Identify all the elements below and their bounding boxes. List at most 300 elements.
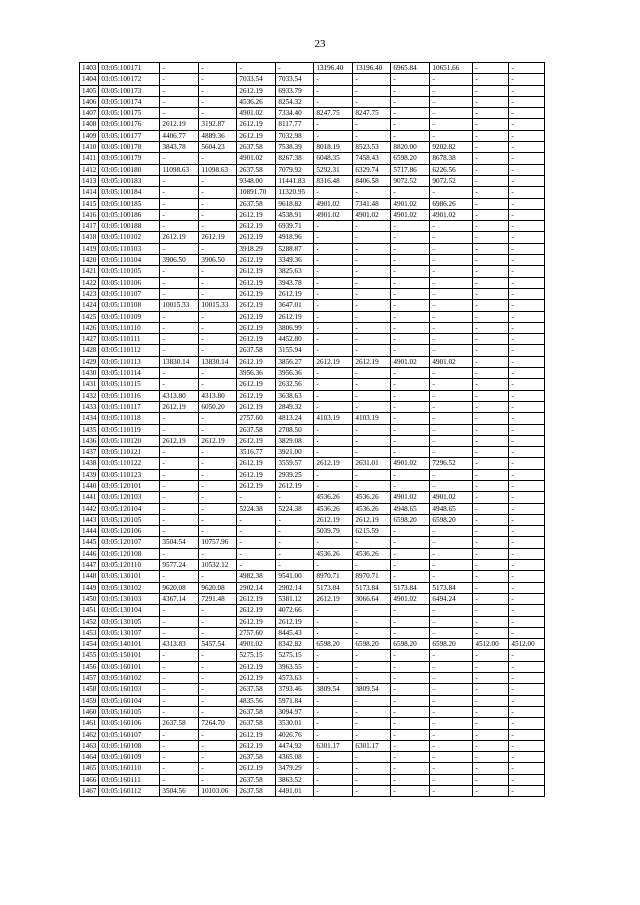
table-cell: 5971.84: [276, 695, 314, 706]
table-cell: -: [160, 108, 199, 119]
table-cell: 1410: [80, 142, 99, 153]
table-cell: 8247.75: [314, 108, 353, 119]
table-cell: -: [353, 187, 391, 198]
table-cell: 03:05:160107: [99, 729, 160, 740]
table-row: [80, 74, 545, 85]
table-cell: -: [430, 322, 473, 333]
table-cell: -: [160, 774, 199, 785]
table-cell: -: [314, 96, 353, 107]
table-cell: 1409: [80, 130, 99, 141]
table-cell: 2612.19: [237, 469, 276, 480]
table-cell: -: [391, 537, 430, 548]
table-cell: -: [391, 548, 430, 559]
table-cell: -: [353, 311, 391, 322]
table-cell: -: [314, 447, 353, 458]
table-cell: -: [473, 718, 509, 729]
table-cell: -: [509, 560, 545, 571]
table-cell: 2637.58: [237, 718, 276, 729]
table-cell: -: [473, 435, 509, 446]
table-cell: 1424: [80, 300, 99, 311]
table-cell: 2637.58: [237, 142, 276, 153]
table-cell: -: [353, 74, 391, 85]
table-cell: -: [199, 311, 237, 322]
table-cell: 8523.53: [353, 142, 391, 153]
table-cell: -: [314, 322, 353, 333]
table-cell: 6598.20: [353, 639, 391, 650]
table-cell: 1463: [80, 740, 99, 751]
table-cell: -: [160, 413, 199, 424]
table-cell: 6050.20: [199, 401, 237, 412]
table-cell: -: [391, 673, 430, 684]
table-cell: 4918.96: [276, 232, 314, 243]
table-cell: 10532.12: [199, 560, 237, 571]
table-cell: -: [353, 763, 391, 774]
table-cell: -: [473, 390, 509, 401]
table-cell: -: [160, 96, 199, 107]
table-row: [80, 684, 545, 695]
table-cell: -: [314, 729, 353, 740]
table-cell: -: [473, 503, 509, 514]
table-cell: -: [473, 63, 509, 74]
table-row: [80, 266, 545, 277]
table-cell: -: [199, 503, 237, 514]
table-cell: 8820.00: [391, 142, 430, 153]
table-cell: -: [314, 661, 353, 672]
table-cell: -: [314, 300, 353, 311]
table-cell: -: [353, 379, 391, 390]
table-cell: -: [430, 684, 473, 695]
table-cell: -: [160, 334, 199, 345]
table-cell: -: [391, 96, 430, 107]
table-cell: 5039.79: [314, 526, 353, 537]
table-cell: -: [473, 740, 509, 751]
table-row: [80, 424, 545, 435]
table-cell: 1455: [80, 650, 99, 661]
table-cell: -: [160, 368, 199, 379]
table-cell: 13830.14: [160, 356, 199, 367]
table-cell: -: [430, 187, 473, 198]
table-cell: -: [509, 209, 545, 220]
table-row: [80, 401, 545, 412]
table-cell: -: [473, 277, 509, 288]
table-cell: -: [391, 74, 430, 85]
table-cell: -: [473, 96, 509, 107]
table-cell: -: [199, 480, 237, 491]
table-cell: -: [314, 480, 353, 491]
table-cell: 10757.96: [199, 537, 237, 548]
table-cell: -: [473, 650, 509, 661]
table-cell: -: [473, 74, 509, 85]
table-cell: 6598.20: [391, 153, 430, 164]
table-cell: -: [199, 334, 237, 345]
table-cell: -: [430, 729, 473, 740]
table-cell: -: [509, 390, 545, 401]
data-table: [79, 62, 545, 797]
table-cell: -: [160, 243, 199, 254]
table-cell: -: [473, 729, 509, 740]
table-cell: -: [473, 774, 509, 785]
table-cell: -: [353, 673, 391, 684]
table-cell: -: [160, 63, 199, 74]
table-cell: -: [353, 627, 391, 638]
table-cell: -: [314, 627, 353, 638]
table-cell: -: [276, 492, 314, 503]
table-cell: -: [430, 718, 473, 729]
table-cell: 2637.58: [237, 424, 276, 435]
table-cell: -: [509, 345, 545, 356]
table-row: [80, 390, 545, 401]
table-cell: -: [509, 85, 545, 96]
table-cell: 8254.32: [276, 96, 314, 107]
table-cell: -: [509, 503, 545, 514]
table-cell: 7079.92: [276, 164, 314, 175]
table-cell: 03:05:120104: [99, 503, 160, 514]
table-cell: 4103.19: [353, 413, 391, 424]
table-cell: -: [314, 616, 353, 627]
table-cell: -: [199, 209, 237, 220]
table-cell: -: [509, 582, 545, 593]
table-row: [80, 605, 545, 616]
table-cell: 7291.48: [199, 593, 237, 604]
table-cell: 8445.43: [276, 627, 314, 638]
table-cell: -: [473, 266, 509, 277]
table-cell: -: [276, 63, 314, 74]
table-cell: 2612.19: [199, 232, 237, 243]
table-cell: -: [199, 424, 237, 435]
table-cell: 2612.19: [237, 85, 276, 96]
table-cell: 03:05:110123: [99, 469, 160, 480]
table-cell: 2708.50: [276, 424, 314, 435]
table-cell: 2612.19: [353, 514, 391, 525]
table-cell: 9348.00: [237, 175, 276, 186]
table-cell: 2612.19: [237, 763, 276, 774]
table-cell: -: [199, 571, 237, 582]
table-cell: 03:05:160105: [99, 706, 160, 717]
table-cell: -: [391, 661, 430, 672]
table-cell: 4538.91: [276, 209, 314, 220]
table-cell: 03:05:130102: [99, 582, 160, 593]
table-cell: 4536.26: [353, 503, 391, 514]
table-cell: 3963.55: [276, 661, 314, 672]
table-cell: -: [160, 209, 199, 220]
table-cell: -: [509, 684, 545, 695]
table-cell: -: [160, 345, 199, 356]
table-cell: -: [391, 560, 430, 571]
table-cell: -: [160, 480, 199, 491]
table-cell: -: [509, 469, 545, 480]
table-cell: 2612.19: [237, 266, 276, 277]
table-cell: -: [509, 300, 545, 311]
table-cell: 7334.40: [276, 108, 314, 119]
table-cell: -: [391, 345, 430, 356]
table-cell: 5173.84: [430, 582, 473, 593]
table-cell: 1460: [80, 706, 99, 717]
table-cell: 4901.02: [430, 209, 473, 220]
table-cell: 4536.26: [237, 96, 276, 107]
table-cell: -: [314, 424, 353, 435]
table-cell: 03:05:160104: [99, 695, 160, 706]
table-cell: -: [391, 447, 430, 458]
table-cell: -: [391, 300, 430, 311]
table-cell: 2612.19: [237, 334, 276, 345]
table-cell: 1452: [80, 616, 99, 627]
table-cell: 4901.02: [237, 108, 276, 119]
table-cell: 1416: [80, 209, 99, 220]
table-cell: -: [430, 673, 473, 684]
table-cell: -: [430, 661, 473, 672]
table-cell: 13196.40: [353, 63, 391, 74]
table-cell: -: [473, 786, 509, 797]
table-cell: -: [430, 334, 473, 345]
table-cell: -: [199, 153, 237, 164]
table-cell: 4901.02: [391, 198, 430, 209]
table-cell: -: [199, 469, 237, 480]
table-row: [80, 718, 545, 729]
table-cell: 4901.02: [391, 492, 430, 503]
table-cell: 3559.57: [276, 458, 314, 469]
table-cell: -: [430, 480, 473, 491]
table-cell: -: [160, 379, 199, 390]
table-cell: -: [160, 458, 199, 469]
table-cell: -: [391, 255, 430, 266]
table-row: [80, 514, 545, 525]
table-cell: 03:05:110115: [99, 379, 160, 390]
table-row: [80, 571, 545, 582]
table-cell: -: [430, 311, 473, 322]
table-cell: 6986.26: [430, 198, 473, 209]
table-row: [80, 650, 545, 661]
table-cell: -: [430, 424, 473, 435]
table-cell: -: [353, 119, 391, 130]
table-row: [80, 469, 545, 480]
table-cell: 6048.35: [314, 153, 353, 164]
table-cell: -: [353, 288, 391, 299]
table-cell: -: [199, 288, 237, 299]
table-cell: -: [391, 243, 430, 254]
table-cell: 4474.92: [276, 740, 314, 751]
table-cell: 6598.20: [314, 639, 353, 650]
table-cell: -: [160, 311, 199, 322]
table-cell: 3094.97: [276, 706, 314, 717]
table-row: [80, 311, 545, 322]
table-cell: -: [199, 96, 237, 107]
table-cell: 03:05:160106: [99, 718, 160, 729]
table-cell: -: [199, 763, 237, 774]
table-cell: -: [353, 334, 391, 345]
table-cell: -: [160, 627, 199, 638]
table-cell: -: [199, 345, 237, 356]
table-row: [80, 706, 545, 717]
table-cell: -: [391, 322, 430, 333]
table-cell: -: [509, 661, 545, 672]
table-cell: -: [391, 752, 430, 763]
table-cell: -: [430, 96, 473, 107]
table-cell: 1407: [80, 108, 99, 119]
table-cell: -: [160, 548, 199, 559]
table-cell: 2612.19: [160, 401, 199, 412]
table-cell: 1447: [80, 560, 99, 571]
table-cell: 2612.19: [237, 673, 276, 684]
table-cell: 1434: [80, 413, 99, 424]
table-cell: 3956.36: [237, 368, 276, 379]
table-cell: -: [199, 322, 237, 333]
table-cell: -: [199, 458, 237, 469]
table-cell: 7458.43: [353, 153, 391, 164]
table-cell: -: [199, 695, 237, 706]
table-cell: -: [473, 469, 509, 480]
table-cell: -: [199, 198, 237, 209]
table-cell: 1435: [80, 424, 99, 435]
table-cell: -: [314, 334, 353, 345]
table-cell: 03:05:120106: [99, 526, 160, 537]
table-cell: -: [473, 164, 509, 175]
table-cell: -: [391, 435, 430, 446]
table-cell: -: [353, 560, 391, 571]
table-body: [80, 63, 545, 797]
table-cell: 11098.63: [199, 164, 237, 175]
table-cell: 5173.84: [353, 582, 391, 593]
table-cell: -: [509, 198, 545, 209]
table-cell: -: [509, 593, 545, 604]
table-cell: 2902.14: [237, 582, 276, 593]
table-cell: 4901.02: [237, 639, 276, 650]
table-cell: 3504.56: [160, 786, 199, 797]
table-cell: 2612.19: [160, 435, 199, 446]
table-row: [80, 288, 545, 299]
table-cell: -: [509, 480, 545, 491]
table-cell: -: [473, 593, 509, 604]
table-cell: 03:05:160108: [99, 740, 160, 751]
table-cell: 2637.58: [237, 164, 276, 175]
table-cell: 3809.54: [353, 684, 391, 695]
table-cell: -: [430, 560, 473, 571]
table-cell: -: [391, 288, 430, 299]
table-cell: -: [314, 85, 353, 96]
table-cell: -: [430, 368, 473, 379]
table-cell: 2612.19: [237, 288, 276, 299]
table-cell: 03:05:110105: [99, 266, 160, 277]
table-cell: -: [199, 108, 237, 119]
table-row: [80, 774, 545, 785]
table-cell: 3829.08: [276, 435, 314, 446]
table-cell: 1432: [80, 390, 99, 401]
table-cell: -: [160, 277, 199, 288]
table-cell: -: [353, 752, 391, 763]
table-cell: -: [391, 413, 430, 424]
table-cell: 1404: [80, 74, 99, 85]
table-cell: -: [430, 605, 473, 616]
table-cell: 4536.26: [314, 548, 353, 559]
table-cell: -: [509, 447, 545, 458]
table-cell: 1423: [80, 288, 99, 299]
table-cell: -: [237, 63, 276, 74]
table-cell: 3793.46: [276, 684, 314, 695]
table-cell: -: [314, 345, 353, 356]
table-cell: -: [473, 288, 509, 299]
table-cell: -: [199, 63, 237, 74]
table-cell: -: [314, 243, 353, 254]
table-cell: 03:05:160109: [99, 752, 160, 763]
table-cell: 1436: [80, 435, 99, 446]
table-cell: 03:05:100171: [99, 63, 160, 74]
table-cell: -: [160, 221, 199, 232]
table-cell: -: [160, 153, 199, 164]
table-cell: -: [473, 424, 509, 435]
table-cell: 1403: [80, 63, 99, 74]
table-cell: 2632.56: [276, 379, 314, 390]
table-cell: -: [160, 514, 199, 525]
table-cell: 2612.19: [237, 661, 276, 672]
table-cell: -: [391, 130, 430, 141]
table-cell: 3943.78: [276, 277, 314, 288]
table-cell: -: [473, 300, 509, 311]
table-row: [80, 198, 545, 209]
table-cell: -: [353, 480, 391, 491]
table-cell: 13830.14: [199, 356, 237, 367]
table-cell: -: [509, 718, 545, 729]
table-row: [80, 85, 545, 96]
table-cell: -: [314, 221, 353, 232]
table-cell: -: [509, 740, 545, 751]
table-row: [80, 786, 545, 797]
table-cell: -: [353, 605, 391, 616]
table-cell: -: [509, 175, 545, 186]
table-cell: 1422: [80, 277, 99, 288]
table-cell: 1417: [80, 221, 99, 232]
table-cell: 03:05:160103: [99, 684, 160, 695]
table-cell: 03:05:110109: [99, 311, 160, 322]
table-cell: 4367.14: [160, 593, 199, 604]
table-cell: -: [473, 413, 509, 424]
table-cell: 8247.75: [353, 108, 391, 119]
table-cell: -: [353, 96, 391, 107]
table-cell: 2637.58: [237, 706, 276, 717]
table-cell: -: [509, 695, 545, 706]
table-cell: -: [473, 255, 509, 266]
table-row: [80, 255, 545, 266]
table-cell: 2612.19: [237, 593, 276, 604]
table-cell: 03:05:100184: [99, 187, 160, 198]
table-cell: -: [509, 763, 545, 774]
table-cell: -: [473, 627, 509, 638]
table-cell: -: [199, 526, 237, 537]
table-cell: -: [353, 729, 391, 740]
table-cell: 4901.02: [391, 356, 430, 367]
table-cell: -: [160, 492, 199, 503]
table-cell: -: [473, 526, 509, 537]
table-cell: 2612.19: [237, 209, 276, 220]
table-cell: 4901.02: [314, 198, 353, 209]
table-cell: 03:05:100175: [99, 108, 160, 119]
table-cell: 7538.39: [276, 142, 314, 153]
table-cell: -: [473, 401, 509, 412]
table-row: [80, 356, 545, 367]
table-cell: 3918.29: [237, 243, 276, 254]
table-cell: -: [199, 221, 237, 232]
table-cell: 5173.84: [391, 582, 430, 593]
table-cell: 4982.38: [237, 571, 276, 582]
table-cell: -: [391, 684, 430, 695]
table-cell: 7033.54: [237, 74, 276, 85]
table-cell: 6215.59: [353, 526, 391, 537]
table-cell: 4889.36: [199, 130, 237, 141]
table-cell: 2612.19: [237, 480, 276, 491]
table-row: [80, 763, 545, 774]
table-cell: 13196.40: [314, 63, 353, 74]
table-cell: 03:05:160110: [99, 763, 160, 774]
table-cell: -: [430, 774, 473, 785]
table-cell: 8018.19: [314, 142, 353, 153]
